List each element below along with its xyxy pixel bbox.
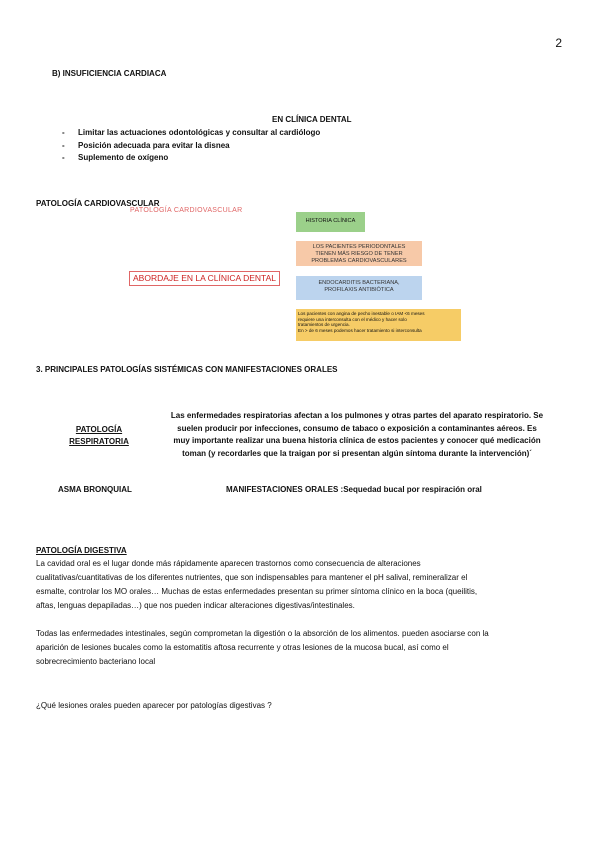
diagram-box-endocarditis bbox=[296, 276, 422, 300]
paragraph-line: La cavidad oral es el lugar donde más rápidamente aparecen trastornos como consecuencia de alteraciones bbox=[36, 559, 421, 568]
heading-clinica-dental: EN CLÍNICA DENTAL bbox=[272, 115, 352, 124]
paragraph-line: toman (y recordarles que la traigan por si presentan algún síntoma durante la intervención)´ bbox=[182, 448, 532, 458]
paragraph-line: sobrecrecimiento bacteriano local bbox=[36, 657, 156, 666]
heading-insuficiencia-cardiaca: B) INSUFICIENCIA CARDIACA bbox=[52, 69, 167, 78]
label-asma-bronquial: ASMA BRONQUIAL bbox=[58, 485, 132, 494]
heading-patologia-digestiva: PATOLOGÍA DIGESTIVA bbox=[36, 546, 127, 555]
list-item: - Suplemento de oxígeno bbox=[62, 152, 320, 165]
paragraph-line: esmalte, controlar los MO orales… Muchas de estas enfermedades presentan su primer síntoma clínico en la boca (queilitis, bbox=[36, 587, 478, 596]
heading-patologia-cardiovascular: PATOLOGÍA CARDIOVASCULAR bbox=[36, 199, 160, 208]
diagram-box-pacientes-periodontales bbox=[296, 241, 422, 266]
paragraph-line: cualitativas/cuantitativas de los diferentes nutrientes, que son indispensables para mantener el pH salival, remineralizar el bbox=[36, 573, 468, 582]
heading-principales-patologias: 3. PRINCIPALES PATOLOGÍAS SISTÉMICAS CON MANIFESTACIONES ORALES bbox=[36, 365, 338, 374]
diagram-box-abordaje: ABORDAJE EN LA CLÍNICA DENTAL bbox=[129, 271, 280, 286]
manifest-label: MANIFESTACIONES ORALES : bbox=[226, 485, 344, 494]
diagram-box-line: requiere una interconsulta con el médico y hacer solo bbox=[298, 316, 407, 322]
digestive-question: ¿Qué lesiones orales pueden aparecer por patologías digestivas ? bbox=[36, 701, 272, 710]
diagram-box-line: TIENEN MÁS RIESGO DE TENER bbox=[315, 251, 403, 257]
diagram-box-line: PROBLEMAS CARDIOVASCULARES bbox=[311, 258, 407, 264]
diagram-box-line: LOS PACIENTES PERIODONTALES bbox=[312, 244, 406, 250]
diagram-box-angina-note bbox=[296, 309, 461, 341]
dental-recommendations-list bbox=[62, 127, 320, 165]
paragraph-line: muy importante realizar una buena historia clínica de estos pacientes y conocer qué medicación bbox=[173, 436, 541, 445]
page-number: 2 bbox=[555, 36, 562, 50]
manifest-text: Sequedad bucal por respiración oral bbox=[343, 485, 482, 494]
paragraph-line: aparición de lesiones bucales como la estomatitis aftosa recurrente y otras lesiones de la mucosa bucal, así como el bbox=[36, 643, 449, 652]
diagram-box-line: tratamientos de urgencia. bbox=[298, 322, 350, 328]
list-item: - Posición adecuada para evitar la disnea bbox=[62, 140, 320, 153]
paragraph-line: Todas las enfermedades intestinales, según comprometan la digestión o la absorción de los alimentos. pueden asociarse con la bbox=[36, 629, 489, 638]
digestive-paragraph-2 bbox=[36, 627, 576, 669]
diagram-box-line: Los pacientes con angina de pecho inestable o IAM <6 meses bbox=[298, 311, 425, 316]
paragraph-line: aftas, lenguas depapiladas…) que nos pueden indicar alteraciones digestivas/intestinales. bbox=[36, 601, 355, 610]
digestive-paragraph-1 bbox=[36, 557, 576, 613]
paragraph-line: suelen producir por infecciones, consumo de tabaco o exposición a contaminantes aéreos. Es bbox=[177, 423, 537, 433]
paragraph-line: Las enfermedades respiratorias afectan a los pulmones y otras partes del aparato respiratorio. Se bbox=[170, 411, 544, 420]
respiratory-description bbox=[152, 410, 562, 460]
label-patologia-respiratoria bbox=[66, 424, 132, 448]
label-line: RESPIRATORIA bbox=[69, 437, 129, 446]
diagram-box-line: PROFILAXIS ANTIBIÓTICA bbox=[324, 287, 394, 293]
asthma-manifestations bbox=[226, 485, 482, 494]
diagram-box-historia-clinica: HISTORIA CLÍNICA bbox=[296, 212, 365, 232]
diagram-box-line: En > de 6 meses podemos hacer tratamiento si interconsulta bbox=[298, 328, 422, 334]
list-item: - Limitar las actuaciones odontológicas y consultar al cardiólogo bbox=[62, 127, 320, 140]
diagram-ghost-title: PATOLOGÍA CARDIOVASCULAR bbox=[130, 207, 243, 214]
label-line: PATOLOGÍA bbox=[75, 425, 123, 434]
diagram-box-line: ENDOCARDITIS BACTERIANA, bbox=[318, 280, 400, 286]
